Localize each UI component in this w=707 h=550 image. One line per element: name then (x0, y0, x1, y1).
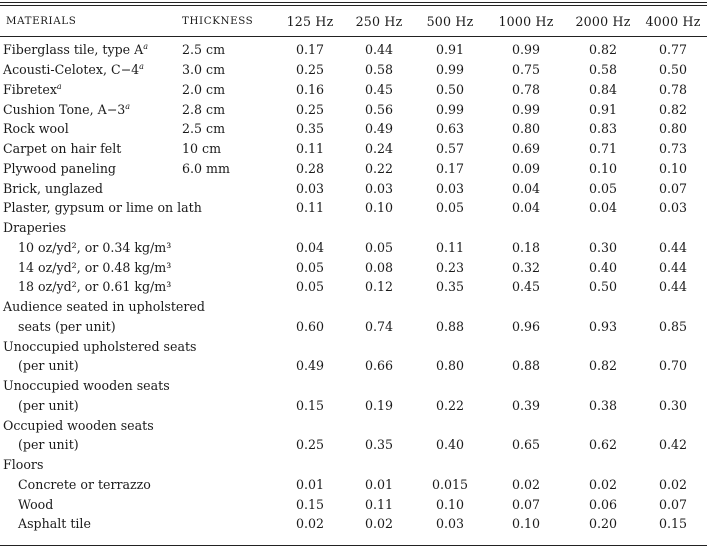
material-cell (0, 336, 197, 356)
material-cell (0, 119, 182, 139)
coefficient-cell: 0.11 (295, 141, 325, 157)
thickness-cell: 2.5 cm (182, 121, 226, 137)
material-cell (0, 238, 182, 258)
coefficient-cell: 0.80 (511, 121, 541, 137)
coefficient-cell: 0.63 (435, 121, 465, 137)
coefficient-cell: 0.60 (295, 318, 325, 334)
coefficient-cell: 0.39 (511, 397, 541, 413)
coefficient-cell: 0.78 (511, 81, 541, 97)
footnote-marker: a (139, 62, 144, 72)
footnote-marker: a (143, 42, 148, 52)
coefficient-cell: 0.16 (295, 81, 325, 97)
table-row (0, 277, 707, 297)
coefficient-cell (567, 218, 639, 238)
coefficient-cell (567, 297, 639, 317)
material-cell (0, 99, 182, 119)
coefficient-cell: 0.74 (364, 318, 394, 334)
coefficient-cell: 0.45 (364, 81, 394, 97)
coefficient-cell: 0.44 (658, 239, 688, 255)
material-name: Wood (18, 496, 54, 512)
coefficient-cell (343, 218, 415, 238)
coefficient-cell: 0.22 (435, 397, 465, 413)
top-rule (0, 2, 707, 3)
table-row (0, 356, 707, 376)
table-row (0, 60, 707, 80)
material-name: Acousti-Celotex, C−4 (3, 62, 140, 78)
thickness-cell (182, 238, 277, 258)
material-name: Fibretex (3, 81, 57, 97)
coefficient-cell: 0.01 (295, 476, 325, 492)
material-cell (0, 494, 182, 514)
coefficient-cell: 0.03 (435, 516, 465, 532)
coefficient-cell (567, 415, 639, 435)
coefficient-cell: 0.15 (658, 516, 688, 532)
material-cell (0, 415, 182, 435)
coefficient-cell: 0.80 (658, 121, 688, 137)
coefficient-cell: 0.77 (658, 42, 688, 58)
coefficient-cell: 0.22 (364, 160, 394, 176)
thickness-cell (182, 257, 277, 277)
coefficient-cell: 0.19 (364, 397, 394, 413)
coefficient-cell (485, 336, 567, 356)
material-cell (0, 455, 182, 475)
coefficient-cell: 0.15 (295, 496, 325, 512)
coefficient-cell: 0.08 (364, 259, 394, 275)
coefficient-cell: 0.91 (435, 42, 465, 58)
coefficient-cell (277, 336, 343, 356)
thickness-cell (182, 277, 277, 297)
coefficient-cell: 0.25 (295, 62, 325, 78)
table-row (0, 139, 707, 159)
coefficient-cell: 0.83 (588, 121, 618, 137)
material-name: 14 oz/yd², or 0.48 kg/m³ (18, 259, 172, 275)
coefficient-cell: 0.50 (588, 279, 618, 295)
coefficient-cell: 0.56 (364, 101, 394, 117)
coefficient-cell: 0.11 (295, 200, 325, 216)
coefficient-cell (343, 376, 415, 396)
coefficient-cell (639, 218, 707, 238)
thickness-cell (182, 376, 277, 396)
thickness-cell: 10 cm (182, 141, 222, 157)
coefficient-cell: 0.03 (435, 180, 465, 196)
coefficient-cell: 0.09 (511, 160, 541, 176)
coefficient-cell: 0.04 (511, 180, 541, 196)
material-cell (0, 475, 182, 495)
thickness-cell (182, 218, 277, 238)
coefficient-cell: 0.35 (295, 121, 325, 137)
coefficient-cell: 0.75 (511, 62, 541, 78)
material-name: Cushion Tone, A−3 (3, 101, 126, 117)
coefficient-cell: 0.62 (588, 437, 618, 453)
coefficient-cell: 0.58 (588, 62, 618, 78)
coefficient-cell: 0.28 (295, 160, 325, 176)
coefficient-cell: 0.49 (295, 358, 325, 374)
coefficient-cell: 0.45 (511, 279, 541, 295)
coefficient-cell: 0.05 (588, 180, 618, 196)
coefficient-cell: 0.05 (435, 200, 465, 216)
absorption-coefficients-table (0, 6, 707, 534)
coefficient-cell: 0.99 (435, 101, 465, 117)
coefficient-cell (639, 297, 707, 317)
coefficient-cell (415, 297, 485, 317)
coefficient-cell: 0.44 (364, 42, 394, 58)
coefficient-cell: 0.05 (295, 259, 325, 275)
material-cell (0, 396, 182, 416)
material-name: seats (per unit) (18, 318, 116, 334)
table-row (0, 198, 707, 218)
coefficient-cell: 0.18 (511, 239, 541, 255)
material-name: Unoccupied wooden seats (3, 378, 170, 394)
coefficient-cell: 0.71 (588, 141, 618, 157)
coefficient-cell: 0.07 (658, 496, 688, 512)
table-row (0, 178, 707, 198)
table-body (0, 36, 707, 534)
coefficient-cell: 0.12 (364, 279, 394, 295)
material-cell (0, 277, 182, 297)
coefficient-cell: 0.66 (364, 358, 394, 374)
thickness-cell (182, 514, 277, 534)
material-cell (0, 514, 182, 534)
coefficient-cell: 0.88 (435, 318, 465, 334)
thickness-cell: 2.5 cm (182, 42, 226, 58)
material-cell (0, 218, 182, 238)
material-name: (per unit) (18, 437, 79, 453)
coefficient-cell (485, 415, 567, 435)
coefficient-cell: 0.99 (511, 42, 541, 58)
coefficient-cell (567, 376, 639, 396)
coefficient-cell (415, 218, 485, 238)
table-row (0, 36, 707, 60)
coefficient-cell (639, 336, 707, 356)
thickness-cell (182, 435, 277, 455)
thickness-cell (182, 317, 277, 337)
coefficient-cell (415, 415, 485, 435)
footnote-marker: a (56, 81, 62, 91)
material-name: 10 oz/yd², or 0.34 kg/m³ (18, 239, 172, 255)
table-row (0, 415, 707, 435)
coefficient-cell: 0.93 (588, 318, 618, 334)
material-cell (0, 297, 205, 317)
coefficient-cell: 0.96 (511, 318, 541, 334)
coefficient-cell: 0.11 (364, 496, 394, 512)
material-cell (0, 198, 202, 218)
table-row (0, 159, 707, 179)
coefficient-cell: 0.11 (435, 239, 465, 255)
table-row (0, 317, 707, 337)
coefficient-cell: 0.84 (588, 81, 618, 97)
coefficient-cell: 0.99 (511, 101, 541, 117)
material-name: Audience seated in upholstered (3, 299, 205, 315)
coefficient-cell: 0.82 (588, 358, 618, 374)
table-row (0, 218, 707, 238)
material-name: (per unit) (18, 358, 79, 374)
coefficient-cell: 0.32 (511, 259, 541, 275)
coefficient-cell: 0.02 (658, 476, 688, 492)
coefficient-cell: 0.15 (295, 397, 325, 413)
coefficient-cell (567, 455, 639, 475)
coefficient-cell (639, 415, 707, 435)
coefficient-cell: 0.07 (511, 496, 541, 512)
coefficient-cell: 0.42 (658, 437, 688, 453)
material-name: Concrete or terrazzo (18, 476, 151, 492)
coefficient-cell: 0.44 (658, 259, 688, 275)
thickness-cell (182, 415, 277, 435)
coefficient-cell (277, 415, 343, 435)
material-cell (0, 435, 182, 455)
coefficient-cell (485, 297, 567, 317)
header-freq-4000: 4000 Hz (645, 13, 701, 29)
coefficient-cell: 0.04 (295, 239, 325, 255)
material-cell (0, 257, 182, 277)
coefficient-cell (343, 297, 415, 317)
coefficient-cell (277, 376, 343, 396)
coefficient-cell: 0.40 (588, 259, 618, 275)
material-name: Brick, unglazed (3, 180, 103, 196)
table-row (0, 238, 707, 258)
table-row (0, 396, 707, 416)
coefficient-cell: 0.10 (435, 496, 465, 512)
coefficient-cell: 0.10 (588, 160, 618, 176)
table-row (0, 297, 707, 317)
table-row (0, 494, 707, 514)
coefficient-cell (639, 376, 707, 396)
thickness-cell: 3.0 cm (182, 62, 226, 78)
coefficient-cell: 0.73 (658, 141, 688, 157)
coefficient-cell (277, 218, 343, 238)
coefficient-cell: 0.82 (588, 42, 618, 58)
thickness-cell (182, 178, 277, 198)
thickness-cell (182, 455, 277, 475)
material-name: Draperies (3, 220, 67, 236)
table-row (0, 257, 707, 277)
coefficient-cell: 0.25 (295, 101, 325, 117)
coefficient-cell: 0.03 (658, 200, 688, 216)
thickness-cell: 2.8 cm (182, 101, 226, 117)
header-freq-125: 125 Hz (286, 13, 334, 29)
material-name: (per unit) (18, 397, 79, 413)
coefficient-cell (277, 297, 343, 317)
coefficient-cell: 0.49 (364, 121, 394, 137)
coefficient-cell: 0.40 (435, 437, 465, 453)
coefficient-cell (485, 455, 567, 475)
coefficient-cell: 0.04 (511, 200, 541, 216)
coefficient-cell: 0.88 (511, 358, 541, 374)
material-name: Asphalt tile (18, 516, 91, 532)
material-name: Occupied wooden seats (3, 417, 154, 433)
coefficient-cell: 0.30 (658, 397, 688, 413)
coefficient-cell: 0.35 (364, 437, 394, 453)
coefficient-cell: 0.01 (364, 476, 394, 492)
table-row (0, 376, 707, 396)
coefficient-cell: 0.02 (588, 476, 618, 492)
coefficient-cell: 0.30 (588, 239, 618, 255)
table-row (0, 475, 707, 495)
coefficient-cell: 0.02 (364, 516, 394, 532)
material-name: Rock wool (3, 121, 69, 137)
coefficient-cell: 0.50 (658, 62, 688, 78)
coefficient-cell: 0.05 (364, 239, 394, 255)
coefficient-cell: 0.04 (588, 200, 618, 216)
thickness-cell (182, 475, 277, 495)
coefficient-cell: 0.10 (658, 160, 688, 176)
coefficient-cell: 0.58 (364, 62, 394, 78)
coefficient-cell: 0.69 (511, 141, 541, 157)
material-name: Plywood paneling (3, 160, 116, 176)
coefficient-cell: 0.23 (435, 259, 465, 275)
table-row (0, 336, 707, 356)
material-cell (0, 36, 182, 60)
coefficient-cell: 0.80 (435, 358, 465, 374)
thickness-cell: 2.0 cm (182, 81, 226, 97)
coefficient-cell: 0.25 (295, 437, 325, 453)
coefficient-cell (415, 336, 485, 356)
material-name: Carpet on hair felt (3, 141, 122, 157)
footnote-marker: a (125, 101, 131, 111)
header-row (0, 6, 707, 36)
table-row (0, 455, 707, 475)
coefficient-cell: 0.20 (588, 516, 618, 532)
coefficient-cell (343, 455, 415, 475)
header-materials: MATERIALS (6, 14, 77, 27)
header-freq-250: 250 Hz (355, 13, 403, 29)
material-name: Unoccupied upholstered seats (3, 338, 197, 354)
bottom-rule (0, 545, 707, 546)
material-cell (0, 60, 182, 80)
coefficient-cell (639, 455, 707, 475)
coefficient-cell: 0.07 (658, 180, 688, 196)
coefficient-cell: 0.02 (511, 476, 541, 492)
coefficient-cell: 0.10 (364, 200, 394, 216)
coefficient-cell: 0.44 (658, 279, 688, 295)
coefficient-cell (343, 415, 415, 435)
header-freq-1000: 1000 Hz (498, 13, 554, 29)
material-name: 18 oz/yd², or 0.61 kg/m³ (18, 279, 172, 295)
coefficient-cell (567, 336, 639, 356)
coefficient-cell: 0.06 (588, 496, 618, 512)
coefficient-cell: 0.17 (295, 42, 325, 58)
coefficient-cell: 0.50 (435, 81, 465, 97)
table-row (0, 80, 707, 100)
coefficient-cell: 0.38 (588, 397, 618, 413)
coefficient-cell: 0.35 (435, 279, 465, 295)
coefficient-cell (415, 376, 485, 396)
coefficient-cell: 0.24 (364, 141, 394, 157)
coefficient-cell: 0.03 (364, 180, 394, 196)
coefficient-cell (343, 336, 415, 356)
coefficient-cell: 0.57 (435, 141, 465, 157)
material-cell (0, 178, 182, 198)
coefficient-cell (485, 218, 567, 238)
coefficient-cell (277, 455, 343, 475)
header-thickness: THICKNESS (182, 14, 254, 27)
material-cell (0, 159, 182, 179)
coefficient-cell: 0.91 (588, 101, 618, 117)
coefficient-cell: 0.17 (435, 160, 465, 176)
coefficient-cell: 0.015 (431, 476, 469, 492)
material-cell (0, 139, 182, 159)
thickness-cell: 6.0 mm (182, 160, 230, 176)
coefficient-cell: 0.03 (295, 180, 325, 196)
material-cell (0, 356, 182, 376)
table-row (0, 514, 707, 534)
thickness-cell (182, 396, 277, 416)
coefficient-cell: 0.65 (511, 437, 541, 453)
material-cell (0, 80, 182, 100)
coefficient-cell: 0.70 (658, 358, 688, 374)
coefficient-cell: 0.10 (511, 516, 541, 532)
coefficient-cell: 0.99 (435, 62, 465, 78)
coefficient-cell: 0.85 (658, 318, 688, 334)
material-name: Fiberglass tile, type A (3, 42, 144, 58)
coefficient-cell: 0.05 (295, 279, 325, 295)
coefficient-cell: 0.78 (658, 81, 688, 97)
table-row (0, 435, 707, 455)
coefficient-cell (415, 455, 485, 475)
header-freq-500: 500 Hz (426, 13, 474, 29)
material-cell (0, 317, 182, 337)
coefficient-cell: 0.82 (658, 101, 688, 117)
thickness-cell (182, 356, 277, 376)
coefficient-cell (485, 376, 567, 396)
coefficient-cell: 0.02 (295, 516, 325, 532)
table-row (0, 119, 707, 139)
thickness-cell (182, 494, 277, 514)
material-name: Plaster, gypsum or lime on lath (3, 200, 202, 216)
material-cell (0, 376, 182, 396)
header-freq-2000: 2000 Hz (575, 13, 631, 29)
table-row (0, 99, 707, 119)
material-name: Floors (3, 457, 44, 473)
